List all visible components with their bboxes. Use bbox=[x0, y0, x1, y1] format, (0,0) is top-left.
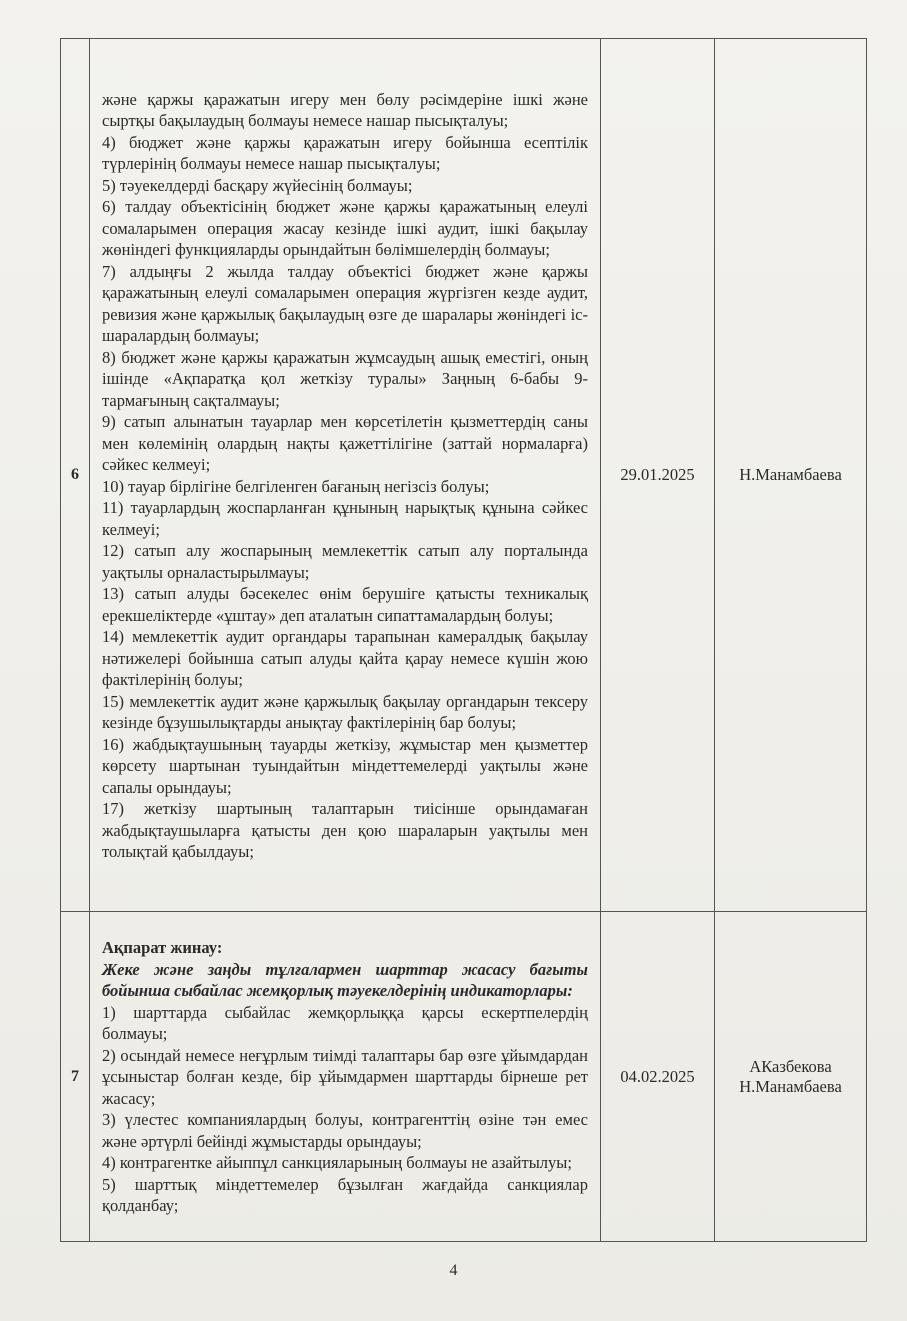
table-row bbox=[61, 912, 867, 1242]
list-item: және қаржы қаражатын игеру мен бөлу рәсімдеріне ішкі және сыртқы бақылаудың болмауы немесе нашар пысықталуы; bbox=[102, 89, 588, 130]
list-item: 1) шарттарда сыбайлас жемқорлыққа қарсы ескертпелердің болмауы; bbox=[102, 1002, 588, 1044]
row-number: 7 bbox=[61, 912, 90, 1242]
row-responsible bbox=[715, 912, 867, 1242]
row-description bbox=[90, 912, 601, 1242]
list-item: 17) жеткізу шартының талаптарын тиісінше орындамаған жабдықтаушыларға қатысты ден қою шараларын уақтылы мен толықтай қабылдауы; bbox=[102, 799, 588, 861]
list-item: 9) сатып алынатын тауарлар мен көрсетілетін қызметтердің саны мен көлемінің олардың нақты қажеттілігіне (заттай нормаларға) сәйкес келмеуі; bbox=[102, 412, 588, 474]
row-description bbox=[90, 39, 601, 912]
row-number: 6 bbox=[61, 39, 90, 912]
list-item: 16) жабдықтаушының тауарды жеткізу, жұмыстар мен қызметтер көрсету шартынан туындайтын міндеттемелерді уақтылы және сапалы орындауы; bbox=[102, 734, 588, 797]
list-item: 13) сатып алуды бәсекелес өнім берушіге қатысты техникалық ерекшеліктерде «ұштау» деп аталатын сипаттамалардың болуы; bbox=[102, 584, 588, 625]
list-item: 4) бюджет және қаржы қаражатын игеру бойынша есептілік түрлерінің болмауы немесе нашар пысықталуы; bbox=[102, 132, 588, 173]
list-item: 10) тауар бірлігіне белгіленген бағаның негізсіз болуы; bbox=[102, 476, 490, 496]
page-number: 4 bbox=[449, 1262, 458, 1279]
table-row bbox=[61, 39, 867, 912]
responsible-person: Н.Манамбаева bbox=[739, 465, 842, 484]
list-item: 12) сатып алу жоспарының мемлекеттік сатып алу порталында уақтылы орналастырылмауы; bbox=[102, 541, 588, 582]
section-subheading: Жеке және заңды тұлғалармен шарттар жасасу бағыты бойынша сыбайлас жемқорлық тәуекелдерінің индикаторлары: bbox=[102, 959, 588, 1001]
list-item: 2) осындай немесе неғұрлым тиімді талаптары бар өзге ұйымдардан ұсыныстар болған кезде, бір ұйымдармен шарттарды бірнеше рет жасасу; bbox=[102, 1045, 588, 1108]
section-heading: Ақпарат жинау: bbox=[102, 938, 223, 958]
row-responsible bbox=[715, 39, 867, 912]
list-item: 15) мемлекеттік аудит және қаржылық бақылау органдарын тексеру кезінде бұзушылықтарды анықтау фактілерінің бар болуы; bbox=[102, 691, 588, 732]
list-item: 7) алдыңғы 2 жылда талдау объектісі бюджет және қаржы қаражатының елеулі сомаларымен операция жүргізген кезде аудит, ревизия және қаржылық бақылаудың өзге де шаралары жөніндегі іс-шаралардың болмауы; bbox=[102, 261, 588, 345]
responsible-person: Н.Манамбаева bbox=[739, 1076, 842, 1096]
responsible-person: АКазбекова bbox=[749, 1056, 832, 1076]
risk-table bbox=[60, 38, 867, 1242]
list-item: 3) үлестес компаниялардың болуы, контрагенттің өзіне тән емес және әртүрлі бейінді жұмыстарды орындауы; bbox=[102, 1110, 588, 1151]
list-item: 5) тәуекелдерді басқару жүйесінің болмауы; bbox=[102, 175, 413, 195]
list-item: 11) тауарлардың жоспарланған құнының нарықтық құнына сәйкес келмеуі; bbox=[102, 498, 588, 539]
list-item: 14) мемлекеттік аудит органдары тарапынан камералдық бақылау нәтижелері бойынша сатып алуды қайта қарау немесе күшін жою фактілерінің болуы; bbox=[102, 627, 588, 689]
list-item: 8) бюджет және қаржы қаражатын жұмсаудың ашық еместігі, оның ішінде «Ақпаратқа қол жеткізу туралы» Заңның 6-бабы 9-тармағының сақталмауы; bbox=[102, 347, 588, 410]
list-item: 5) шарттық міндеттемелер бұзылған жағдайда санкциялар қолданбау; bbox=[102, 1174, 588, 1216]
row-date: 29.01.2025 bbox=[601, 39, 715, 912]
list-item: 6) талдау объектісінің бюджет және қаржы қаражатының елеулі сомаларымен операция жасау кезінде ішкі аудит, ішкі бақылау жөніндегі функцияларды орындайтын бөлімшелердің болмауы; bbox=[102, 197, 588, 259]
row-date: 04.02.2025 bbox=[601, 912, 715, 1242]
list-item: 4) контрагентке айыппұл санкцияларының болмауы не азайтылуы; bbox=[102, 1153, 572, 1173]
